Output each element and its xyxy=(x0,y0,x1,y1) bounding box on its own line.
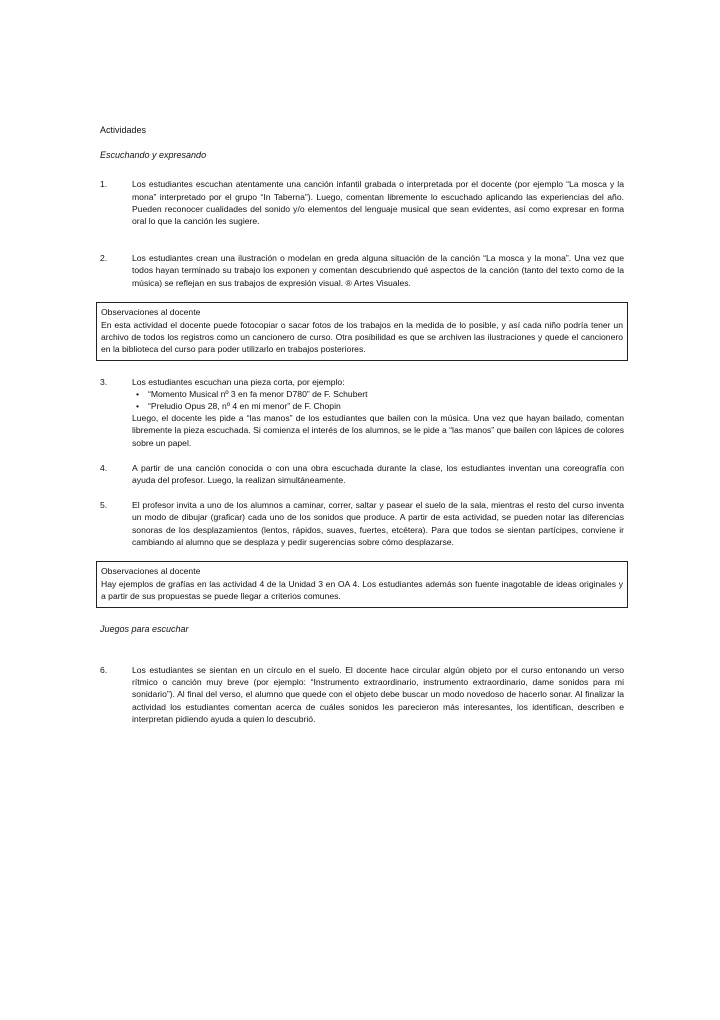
item-number: 2. xyxy=(100,253,108,264)
list-item: • “Preludio Opus 28, nº 4 en mi menor” de F. Chopin xyxy=(136,401,341,412)
item-number: 5. xyxy=(100,500,108,511)
bullet-icon: • xyxy=(136,401,140,412)
item-intro: Los estudiantes escuchan una pieza corta, por ejemplo: xyxy=(132,376,345,387)
item-number: 4. xyxy=(100,462,108,473)
teacher-notes-text: En esta actividad el docente puede fotocopiar o sacar fotos de los trabajos en la medida de lo posible, y así cada niño podría tener un archivo de todos los registros como un cancionero de curso. Otra posibilidad es que se archiven las ilustraciones y quede el cancionero en la biblioteca del curso para poder utilizarlo en trabajos posteriores. xyxy=(101,320,623,355)
activity-item-4 xyxy=(100,462,624,486)
activity-item-1 xyxy=(100,178,624,227)
activity-item-6 xyxy=(100,664,624,725)
teacher-notes-box-1 xyxy=(96,302,628,361)
document-body xyxy=(100,124,624,738)
teacher-notes-title: Observaciones al docente xyxy=(101,566,201,577)
item-text: Los estudiantes se sientan en un círculo en el suelo. El docente hace circular algún objeto por el curso entonando un verso rítmico o canción muy breve (por ejemplo: “Instrumento extraordinario, instrumento extraordinario, dame sonidos para mi sonidario”). Al final del verso, el alumno que quede con el objeto debe buscar un modo novedoso de hacerlo sonar. Al finalizar la actividad los estudiantes comentan acerca de cuáles sonidos les parecieron más interesantes, los identifican, describen e interpretan pidiendo ayuda a quien lo descubrió. xyxy=(132,664,624,724)
activity-item-2 xyxy=(100,252,624,289)
teacher-notes-title: Observaciones al docente xyxy=(101,306,201,317)
item-number: 3. xyxy=(100,376,108,387)
activity-item-3 xyxy=(100,376,624,449)
list-item: • “Momento Musical nº 3 en fa menor D780” de F. Schubert xyxy=(136,388,368,399)
item-text: Los estudiantes escuchan atentamente una canción infantil grabada o interpretada por el docente (por ejemplo “La mosca y la mona” interpretado por el grupo “In Taberna”). Luego, comentan libremente lo escuchado aplicando las experiencias del año. Pueden reconocer cualidades del sonido y/o elementos del lenguaje musical que sean evidentes, así como expresar en forma oral lo que la canción les sugiere. xyxy=(132,179,624,227)
item-text-block xyxy=(132,376,624,449)
page-heading: Actividades xyxy=(100,125,147,135)
teacher-notes-box-2 xyxy=(96,561,628,608)
teacher-notes-text: Hay ejemplos de grafías en las actividad 4 de la Unidad 3 en OA 4. Los estudiantes además son fuente inagotable de ideas originales y a partir de sus propuestas se puede llegar a criterios comunes. xyxy=(101,579,623,602)
section-title-juegos: Juegos para escuchar xyxy=(100,623,189,634)
section-title-escuchando: Escuchando y expresando xyxy=(100,150,207,161)
bullet-icon: • xyxy=(136,388,140,399)
item-number: 6. xyxy=(100,664,108,675)
item-text: Los estudiantes crean una ilustración o modelan en greda alguna situación de la canción “La mosca y la mona”. Una vez que todos hayan terminado su trabajo los exponen y comentan descubriendo qué aspectos de la canción (tanto del texto como de la música) se reflejan en sus trabajos de expresión visual. ® Artes Visuales. xyxy=(132,253,624,288)
item-text: Luego, el docente les pide a “las manos” de los estudiantes que bailen con la música. Una vez que hayan bailado, comentan libremente la pieza escuchada. Si comienza el interés de los alumnos, se le pide a “las manos” que bailen con lápices de colores sobre un papel. xyxy=(132,413,624,448)
item-number: 1. xyxy=(100,179,108,190)
item-text: A partir de una canción conocida o con una obra escuchada durante la clase, los estudiantes inventan una coreografía con ayuda del profesor. Luego, la realizan simultáneamente. xyxy=(132,462,624,486)
item-text: El profesor invita a uno de los alumnos a caminar, correr, saltar y pasear el suelo de la sala, mientras el resto del curso inventa un modo de dibujar (graficar) cada uno de los sonidos que produce. A partir de esta actividad, se pueden notar las diferencias sonoras de los desplazamientos (lentos, rápidos, suaves, fuertes, etcétera). Para que todos se sientan partícipes, conviene ir cambiando al alumno que se desplaza y pedir sugerencias sobre cómo desplazarse. xyxy=(132,500,624,547)
example-list xyxy=(132,388,624,412)
activity-item-5 xyxy=(100,499,624,548)
